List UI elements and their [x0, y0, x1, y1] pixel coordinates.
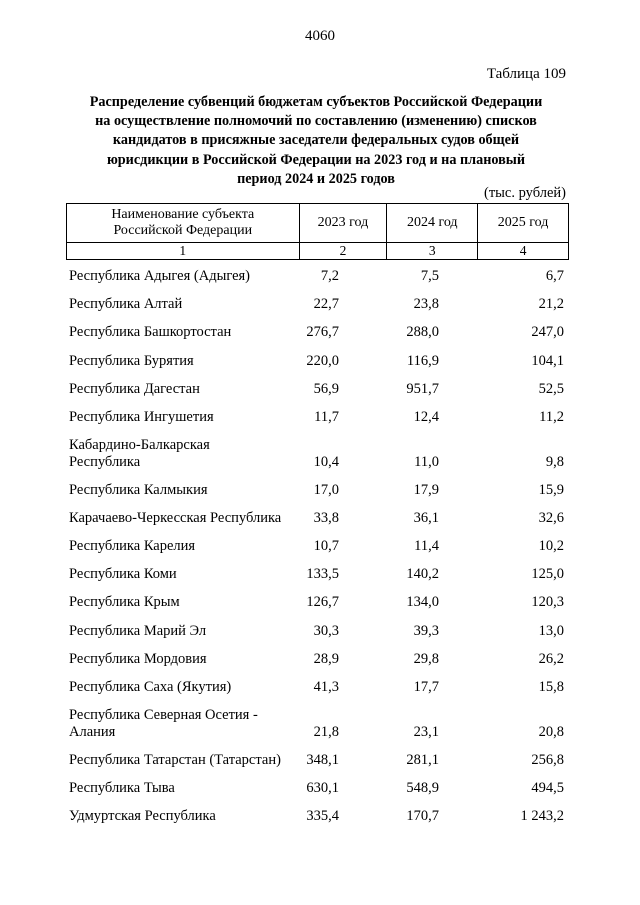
- header-region-line1: Наименование субъекта: [111, 207, 255, 222]
- value-2024: 11,4: [414, 538, 439, 555]
- region-name: Республика Адыгея (Адыгея): [69, 268, 251, 284]
- title-line: Распределение субвенций бюджетам субъектов Российской Федерации: [89, 94, 543, 110]
- value-2024: 17,9: [413, 481, 439, 498]
- value-2023: 10,4: [313, 454, 339, 471]
- value-2024: 17,7: [413, 679, 439, 696]
- table-row: [66, 532, 569, 560]
- value-2025: 9,8: [545, 454, 564, 471]
- header-region-line2: Российской Федерации: [113, 223, 253, 238]
- table-title: [66, 93, 566, 189]
- value-2023: 33,8: [313, 509, 339, 526]
- table-row: [66, 774, 569, 802]
- table-row: [66, 431, 569, 476]
- table-row: [66, 645, 569, 673]
- table-row: [66, 318, 569, 346]
- title-line: кандидатов в присяжные заседатели федеральных судов общей: [112, 132, 520, 149]
- region-name: Республика Коми: [69, 566, 177, 583]
- region-name-line2: Алания: [69, 724, 116, 741]
- header-num-3: 3: [387, 243, 478, 260]
- value-2025: 15,9: [538, 481, 564, 498]
- header-row: [67, 204, 569, 243]
- region-name: Республика Тыва: [69, 780, 175, 796]
- value-2023: 56,9: [313, 380, 339, 397]
- value-2025: 104,1: [531, 352, 564, 369]
- value-2024: 11,0: [414, 454, 439, 471]
- header-2023: 2023 год: [299, 204, 387, 243]
- value-2024: 134,0: [406, 594, 439, 611]
- region-name: Республика Башкортостан: [69, 324, 232, 341]
- table-row: [66, 403, 569, 431]
- value-2025: 247,0: [531, 324, 564, 341]
- value-2024: 951,7: [406, 380, 439, 397]
- table-row: [66, 290, 569, 318]
- region-name: Республика Дагестан: [69, 380, 200, 397]
- value-2024: 29,8: [413, 650, 439, 667]
- value-2024: 39,3: [413, 622, 439, 639]
- region-name: Республика Ингушетия: [69, 408, 214, 425]
- table-row: [66, 504, 569, 532]
- value-2024: 548,9: [406, 780, 439, 796]
- value-2024: 140,2: [406, 566, 439, 583]
- table-row: [66, 476, 569, 504]
- table-row: [66, 347, 569, 375]
- value-2023: 17,0: [313, 481, 339, 498]
- region-name: Республика Калмыкия: [69, 481, 208, 498]
- value-2024: 12,4: [413, 408, 439, 425]
- region-name-line1: Республика Северная Осетия -: [69, 707, 258, 724]
- value-2024: 281,1: [406, 751, 439, 768]
- value-2025: 10,2: [538, 538, 564, 555]
- header-2024: 2024 год: [387, 204, 478, 243]
- value-2025: 125,0: [531, 566, 564, 583]
- value-2023: 630,1: [306, 780, 339, 796]
- region-name: Республика Алтай: [69, 296, 183, 313]
- table-label: Таблица 109: [486, 66, 566, 82]
- value-2023: 126,7: [306, 594, 339, 611]
- value-2024: 36,1: [413, 509, 439, 526]
- value-2025: 15,8: [538, 679, 564, 696]
- value-2024: 23,1: [413, 724, 439, 741]
- value-2024: 170,7: [406, 808, 439, 825]
- header-num-4: 4: [478, 243, 569, 260]
- units-label: (тыс. рублей): [484, 185, 566, 201]
- header-region: [67, 204, 300, 243]
- value-2023: 21,8: [313, 724, 339, 741]
- table-row: [66, 617, 569, 645]
- region-name: Республика Бурятия: [69, 352, 194, 369]
- value-2023: 7,2: [320, 268, 339, 284]
- value-2025: 494,5: [531, 780, 564, 796]
- value-2025: 26,2: [538, 650, 564, 667]
- table-row: [66, 701, 569, 746]
- value-2025: 120,3: [531, 594, 564, 611]
- value-2025: 20,8: [538, 724, 564, 741]
- value-2024: 288,0: [406, 324, 439, 341]
- table-row: [66, 262, 569, 290]
- value-2023: 276,7: [306, 324, 339, 341]
- header-2025: 2025 год: [478, 204, 569, 243]
- value-2025: 32,6: [538, 509, 564, 526]
- value-2024: 23,8: [413, 296, 439, 313]
- value-2025: 256,8: [531, 751, 564, 768]
- value-2025: 6,7: [545, 268, 564, 284]
- value-2023: 10,7: [313, 538, 339, 555]
- value-2023: 30,3: [313, 622, 339, 639]
- value-2023: 133,5: [306, 566, 339, 583]
- region-name: Удмуртская Республика: [69, 808, 216, 825]
- value-2023: 220,0: [306, 352, 339, 369]
- region-name: Республика Мордовия: [69, 650, 207, 667]
- table-body: [66, 262, 569, 830]
- header-number-row: [67, 243, 569, 260]
- title-line: на осуществление полномочий по составлению (изменению) списков: [95, 113, 537, 130]
- value-2025: 11,2: [539, 408, 564, 425]
- region-name: Республика Татарстан (Татарстан): [69, 751, 281, 768]
- value-2023: 28,9: [313, 650, 339, 667]
- region-name-line1: Кабардино-Балкарская: [69, 437, 210, 454]
- value-2025: 13,0: [538, 622, 564, 639]
- title-line: юрисдикции в Российской Федерации на 2023 год и на плановый: [106, 151, 526, 168]
- value-2025: 1 243,2: [520, 808, 564, 825]
- region-name-line2: Республика: [69, 454, 141, 471]
- region-name: Республика Карелия: [69, 538, 196, 555]
- value-2023: 41,3: [313, 679, 339, 696]
- table-row: [66, 746, 569, 774]
- value-2024: 116,9: [406, 352, 439, 369]
- header-num-2: 2: [299, 243, 387, 260]
- table-row: [66, 802, 569, 830]
- table-row: [66, 560, 569, 588]
- value-2023: 11,7: [314, 408, 339, 425]
- region-name: Республика Саха (Якутия): [69, 679, 232, 696]
- value-2023: 22,7: [313, 296, 339, 313]
- table-header: [66, 203, 569, 260]
- title-line: период 2024 и 2025 годов: [237, 170, 395, 187]
- value-2025: 52,5: [538, 380, 564, 397]
- region-name: Республика Крым: [69, 594, 180, 611]
- table-row: [66, 375, 569, 403]
- header-num-1: 1: [67, 243, 300, 260]
- page-number: 4060: [305, 28, 335, 44]
- value-2025: 21,2: [538, 296, 564, 313]
- region-name: Республика Марий Эл: [69, 622, 207, 639]
- value-2023: 335,4: [306, 808, 339, 825]
- table-row: [66, 588, 569, 616]
- table-row: [66, 673, 569, 701]
- region-name: Карачаево-Черкесская Республика: [69, 509, 282, 526]
- value-2024: 7,5: [420, 268, 439, 284]
- value-2023: 348,1: [306, 751, 339, 768]
